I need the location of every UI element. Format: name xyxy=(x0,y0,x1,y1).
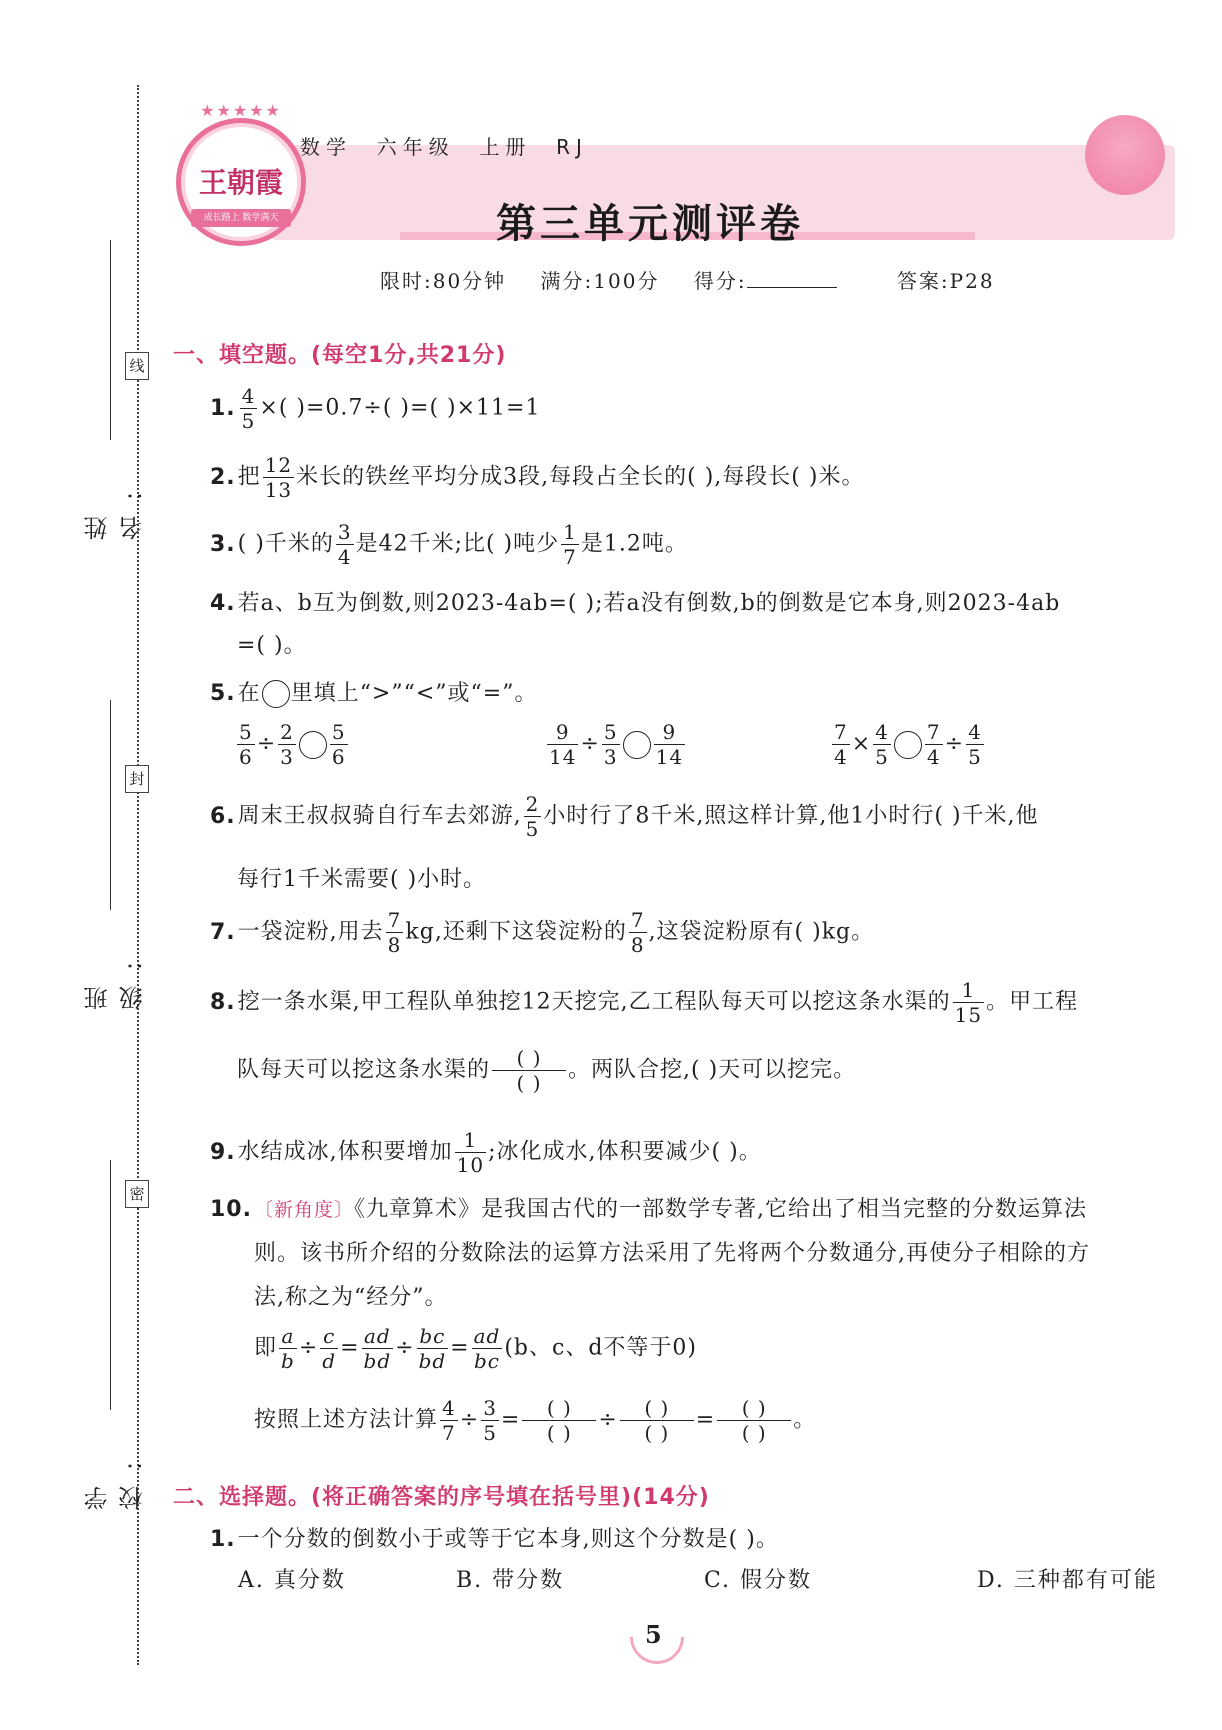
book-info: 数学 六年级 上册 RJ xyxy=(300,135,588,159)
question-8: 8.挖一条水渠,甲工程队单独挖12天挖完,乙工程队每天可以挖这条水渠的 $\frac{1}{15}$ 。甲工程 xyxy=(210,978,1079,1027)
question-7: 7.一袋淀粉,用去 $\frac{7}{8}$ kg,还剩下这袋淀粉的 $\frac{7}{8}$ ,这袋淀粉原有( )kg。 xyxy=(210,908,875,957)
question-9: 9.水结成冰,体积要增加 $\frac{1}{10}$ ;冰化成水,体积要减少( )。 xyxy=(210,1128,762,1177)
compare-circle-1[interactable] xyxy=(299,731,327,759)
name-blank[interactable] xyxy=(110,240,111,440)
page-title: 第三单元测评卷 xyxy=(496,201,804,247)
blank-5[interactable]: ( ) xyxy=(717,1398,791,1421)
compare-expr-2: $\frac{9}{14}$ ÷ $\frac{5}{3}$ $\frac{9}{14}$ xyxy=(549,720,684,769)
option-d[interactable]: D. 三种都有可能 xyxy=(977,1568,1158,1593)
section1-title: 一、填空题。(每空1分,共21分) xyxy=(173,343,507,368)
fraction-blank-numerator[interactable]: ( ) xyxy=(492,1048,566,1071)
option-b[interactable]: B. 带分数 xyxy=(456,1568,565,1593)
option-a[interactable]: A. 真分数 xyxy=(238,1568,346,1593)
jingfen-formula: 即 $\frac{a}{b}$ ÷ $\frac{c}{d}$ = $\frac{ad}{bd}$ ÷ $\frac{bc}{bd}$ = $\frac{ad}{bc}$ (b、c、d不等于0) xyxy=(254,1324,697,1373)
jingfen-calc: 按照上述方法计算 $\frac{4}{7}$ ÷ $\frac{3}{5}$ = $\frac{( )}{( )}$ ÷ $\frac{( )}{( )}$ = $\frac{( )}{( )}$ 。 xyxy=(254,1396,817,1445)
seal-char: 线 xyxy=(125,352,149,380)
question-2: 2.把 $\frac{12}{13}$ 米长的铁丝平均分成3段,每段占全长的( ),每段长( )米。 xyxy=(210,453,865,502)
question-1: 1. $\frac{4}{5}$ ×( )=0.7÷( )=( )×11=1 xyxy=(210,384,541,433)
compare-expr-1: $\frac{5}{6}$ ÷ $\frac{2}{3}$ $\frac{5}{6}$ xyxy=(239,720,346,769)
page-number: 5 xyxy=(645,1620,662,1649)
stars-icon: ★★★★★ xyxy=(200,101,282,120)
question-6-line2: 每行1千米需要( )小时。 xyxy=(237,867,487,892)
school-label: 学 校: xyxy=(84,1445,147,1510)
option-c[interactable]: C. 假分数 xyxy=(704,1568,813,1593)
fraction-blank-denominator[interactable]: ( ) xyxy=(516,1071,542,1095)
blank-4[interactable]: ( ) xyxy=(644,1421,670,1445)
exam-meta: 限时:80分钟 满分:100分 得分: 答案:P28 xyxy=(380,269,995,293)
blank-6[interactable]: ( ) xyxy=(741,1421,767,1445)
question-4-line2: =( )。 xyxy=(237,633,307,658)
blank-2[interactable]: ( ) xyxy=(546,1421,572,1445)
question-8-line2: 队每天可以挖这条水渠的 $\frac{( )}{( )}$ 。两队合挖,( )天可以挖完。 xyxy=(237,1046,857,1095)
seal-char: 密 xyxy=(125,1180,149,1208)
compare-circle-3[interactable] xyxy=(894,731,922,759)
section2-title: 二、选择题。(将正确答案的序号填在括号里)(14分) xyxy=(173,1485,710,1510)
blank-1[interactable]: ( ) xyxy=(522,1398,596,1421)
seal-char: 封 xyxy=(125,765,149,793)
compare-circle-2[interactable] xyxy=(623,731,651,759)
name-label: 姓 名: xyxy=(84,475,147,540)
question-5: 5.在 里填上“>”“<”或“=”。 xyxy=(210,681,538,706)
question-3: 3.( )千米的 $\frac{3}{4}$ 是42千米;比( )吨少 $\frac{1}{7}$ 是1.2吨。 xyxy=(210,520,688,569)
binding-dotted-line xyxy=(137,85,139,1665)
score-blank[interactable] xyxy=(747,269,837,288)
question-10-line3: 法,称之为“经分”。 xyxy=(254,1285,448,1310)
question-10: 10. 〔新角度〕《九章算术》是我国古代的一部数学专著,它给出了相当完整的分数运算法 xyxy=(210,1197,1087,1222)
class-blank[interactable] xyxy=(110,700,111,910)
brand-logo: ★★★★★ 王朝霞 成长路上 数学满天 xyxy=(176,118,306,246)
choice-question-1: 1.一个分数的倒数小于或等于它本身,则这个分数是( )。 xyxy=(210,1527,779,1552)
question-10-line2: 则。该书所介绍的分数除法的运算方法采用了先将两个分数通分,再使分子相除的方 xyxy=(254,1241,1090,1266)
question-4: 4.若a、b互为倒数,则2023-4ab=( );若a没有倒数,b的倒数是它本身,则2023-4ab xyxy=(210,591,1061,616)
circle-icon xyxy=(262,680,290,708)
compare-expr-3: $\frac{7}{4}$ × $\frac{4}{5}$ $\frac{7}{4}$ ÷ $\frac{4}{5}$ xyxy=(834,720,982,769)
school-blank[interactable] xyxy=(110,1160,111,1410)
question-6: 6.周末王叔叔骑自行车去郊游, $\frac{2}{5}$ 小时行了8千米,照这样计算,他1小时行( )千米,他 xyxy=(210,792,1039,841)
sun-decoration xyxy=(1085,115,1165,195)
blank-3[interactable]: ( ) xyxy=(620,1398,694,1421)
class-label: 班 级: xyxy=(84,945,147,1010)
